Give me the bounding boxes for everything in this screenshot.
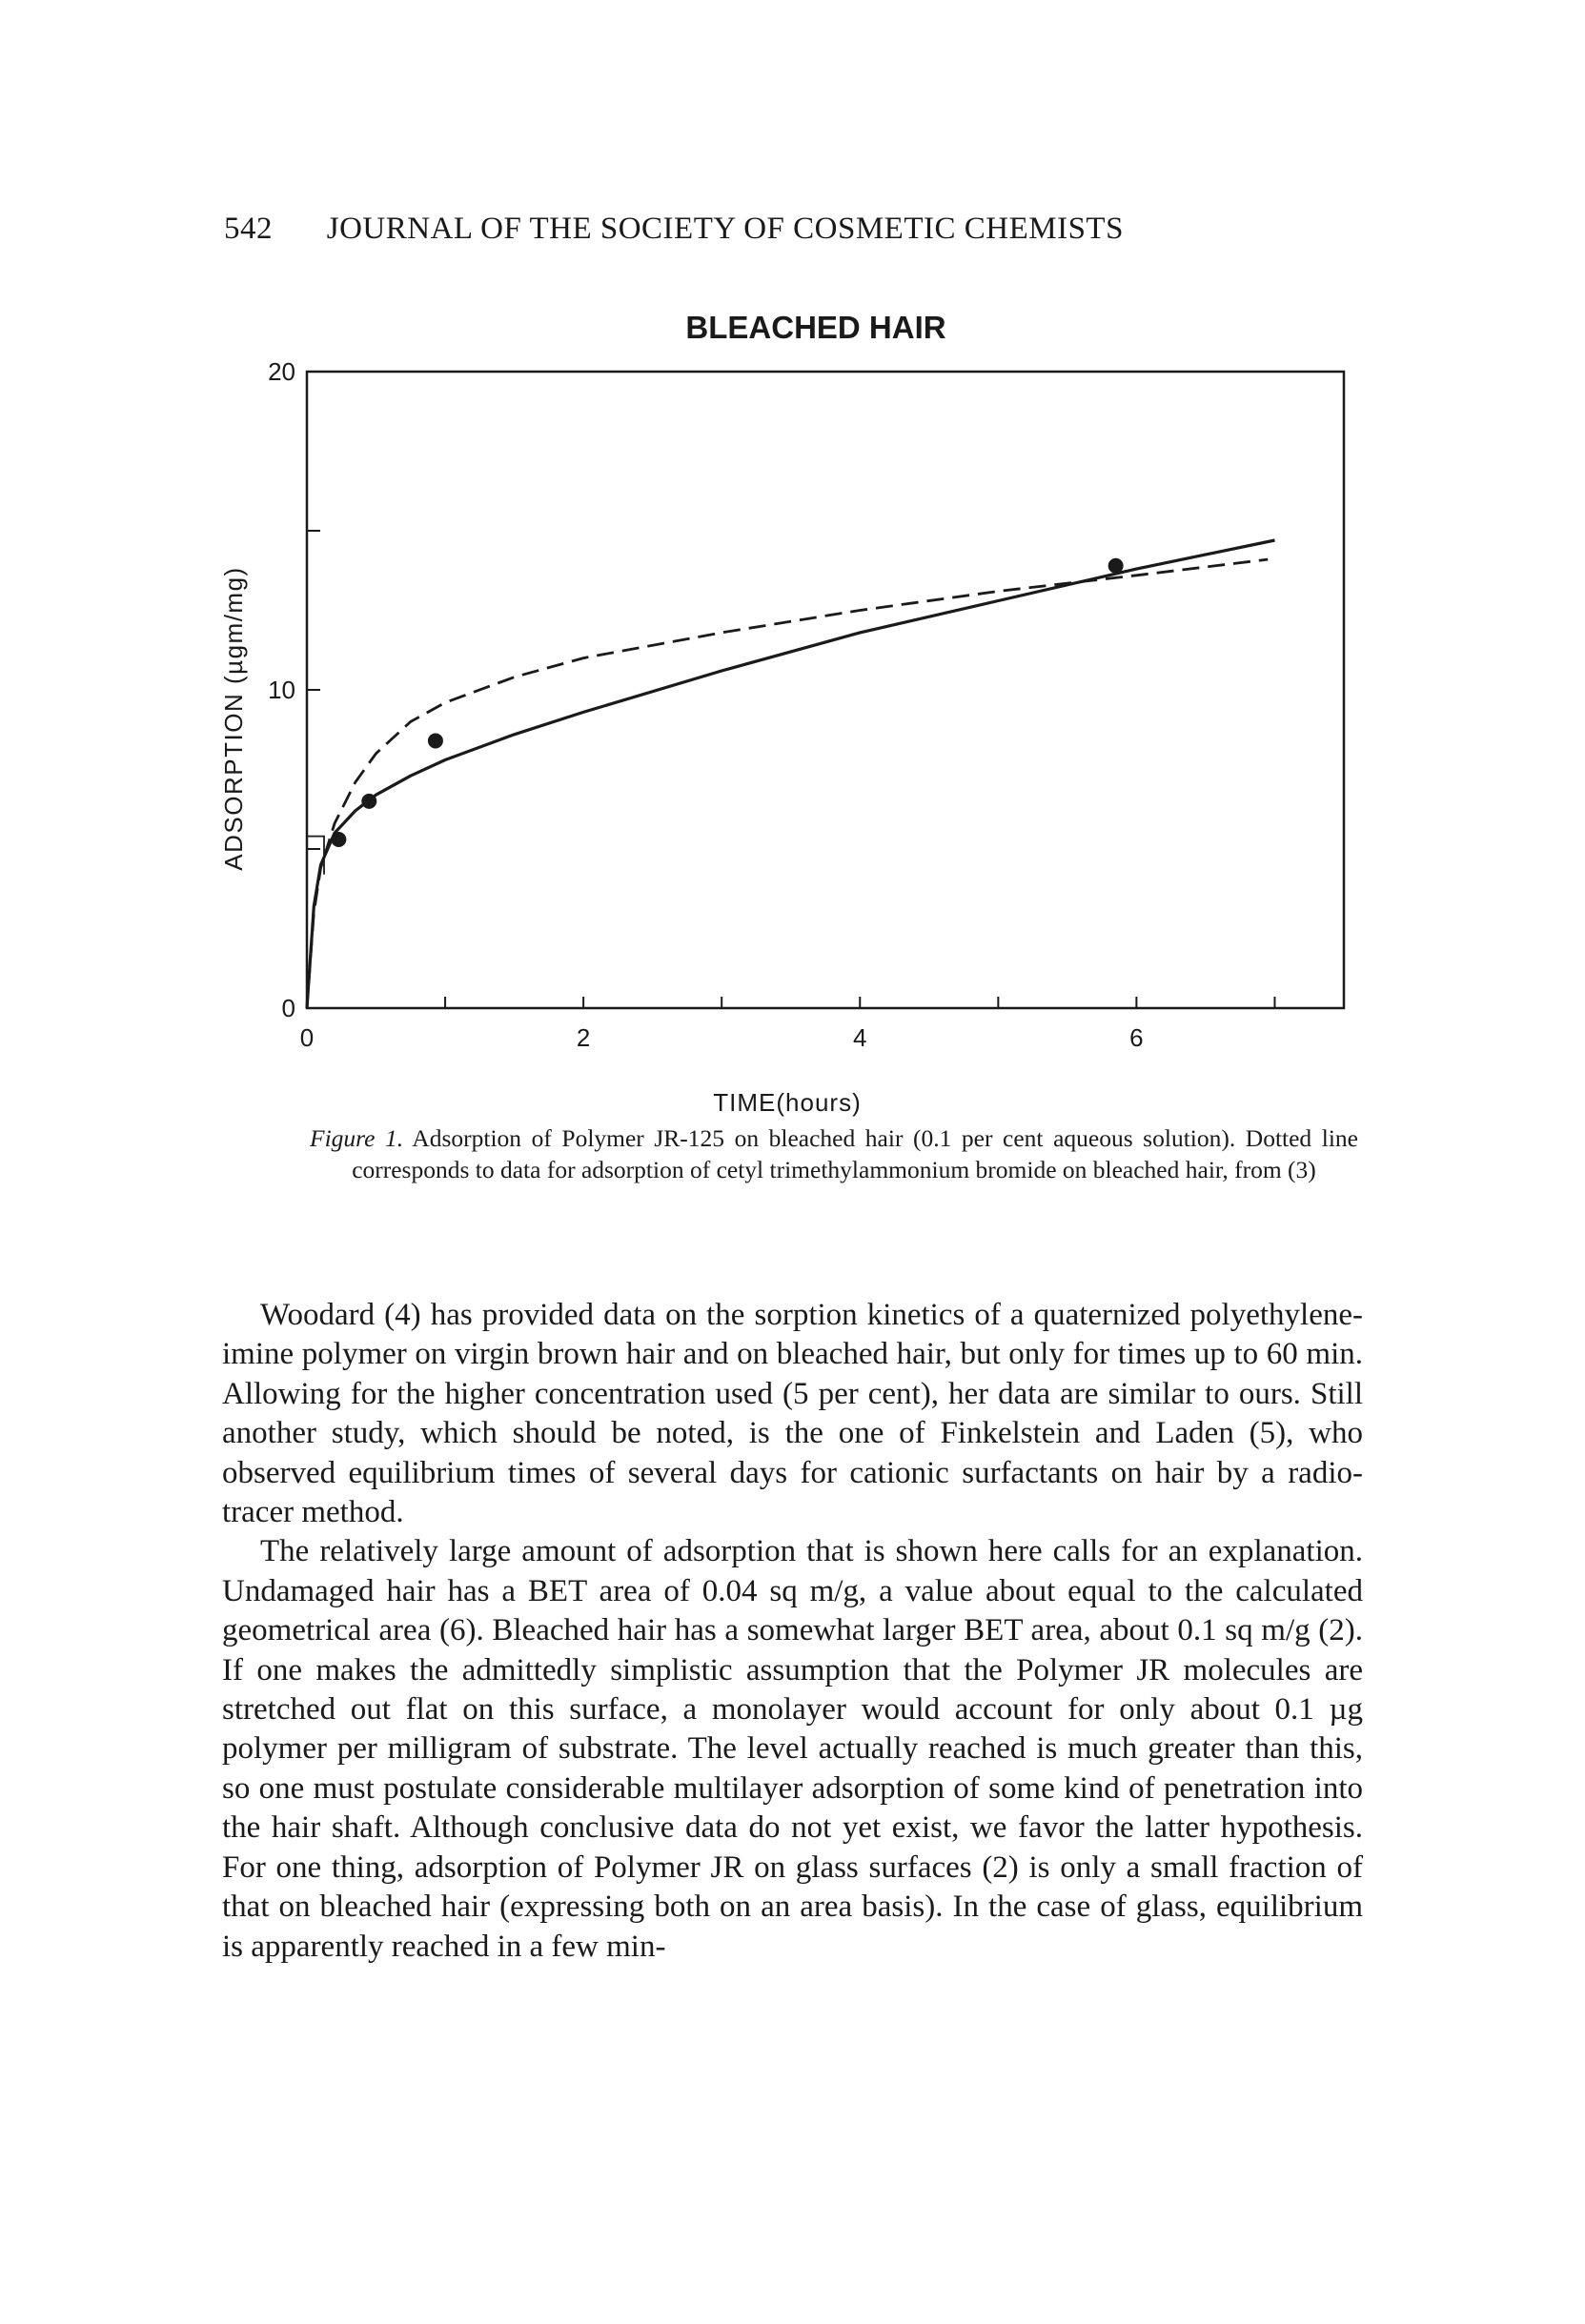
series-line-polymer-jr <box>307 540 1275 1008</box>
data-point <box>1108 558 1124 574</box>
figure-caption <box>310 1122 1358 1185</box>
x-tick-label: 4 <box>853 1023 867 1052</box>
figure-1 <box>0 286 1585 1124</box>
series-line-ctab <box>307 559 1268 1008</box>
y-tick-label: 10 <box>268 676 295 704</box>
body-text <box>222 1296 1363 1967</box>
x-tick-label: 2 <box>576 1023 591 1052</box>
y-tick-label: 20 <box>268 357 295 386</box>
page-number: 542 <box>224 212 273 246</box>
x-axis-label: TIME(hours) <box>713 1088 862 1117</box>
adsorption-chart <box>0 286 1585 1124</box>
data-point <box>428 733 443 748</box>
figure-caption-label: Figure 1. <box>310 1124 404 1152</box>
body-paragraph: Woodard (4) has provided data on the sorption kinetics of a quaternized polyethylene-imine polymer on virgin brown hair and on bleached hair, but only for times up to 60 min. Allowing for the higher concentration used (5 per cent), her data are similar to ours. Still another study, which should be noted, is the one of Finkelstein and Laden (5), who observed equilibrium times of several days for cationic surfactants on hair by a radio-tracer method. <box>222 1298 1363 1530</box>
body-paragraph: The relatively large amount of adsorption that is shown here calls for an explanation. Undamaged hair has a BET area of 0.04 sq m/g, a value about equal to the calculated geometrical area (6). Bleached hair has a somewhat larger BET area, about 0.1 sq m/g (2). If one makes the admittedly simplistic assumption that the Polymer JR molecules are stretched out flat on this surface, a monolayer would account for only about 0.1 µg polymer per milligram of substrate. The level actually reached is much greater than this, so one must postulate considerable multilayer adsorption of some kind of penetration into the hair shaft. Although conclusive data do not yet exist, we favor the latter hypothesis. For one thing, adsorption of Polymer JR on glass surfaces (2) is only a small fraction of that on bleached hair (expressing both on an area basis). In the case of glass, equilibrium is apparently reached in a few min- <box>222 1534 1363 1964</box>
plot-frame <box>307 372 1344 1008</box>
y-tick-label: 0 <box>281 994 295 1022</box>
data-point <box>361 794 376 809</box>
x-tick-label: 6 <box>1129 1023 1144 1052</box>
x-tick-label: 0 <box>299 1023 315 1052</box>
journal-title: JOURNAL OF THE SOCIETY OF COSMETIC CHEMISTS <box>326 212 1124 246</box>
running-head <box>224 212 1124 247</box>
figure-caption-text: Adsorption of Polymer JR-125 on bleached hair (0.1 per cent aqueous solution). Dotted line corresponds to data for adsorption of cetyl trimethylammonium bromide on bleached hair, from (3) <box>352 1124 1358 1183</box>
data-point <box>331 832 346 847</box>
chart-title: BLEACHED HAIR <box>685 310 946 345</box>
y-axis-label: ADSORPTION (µgm/mg) <box>219 566 248 871</box>
